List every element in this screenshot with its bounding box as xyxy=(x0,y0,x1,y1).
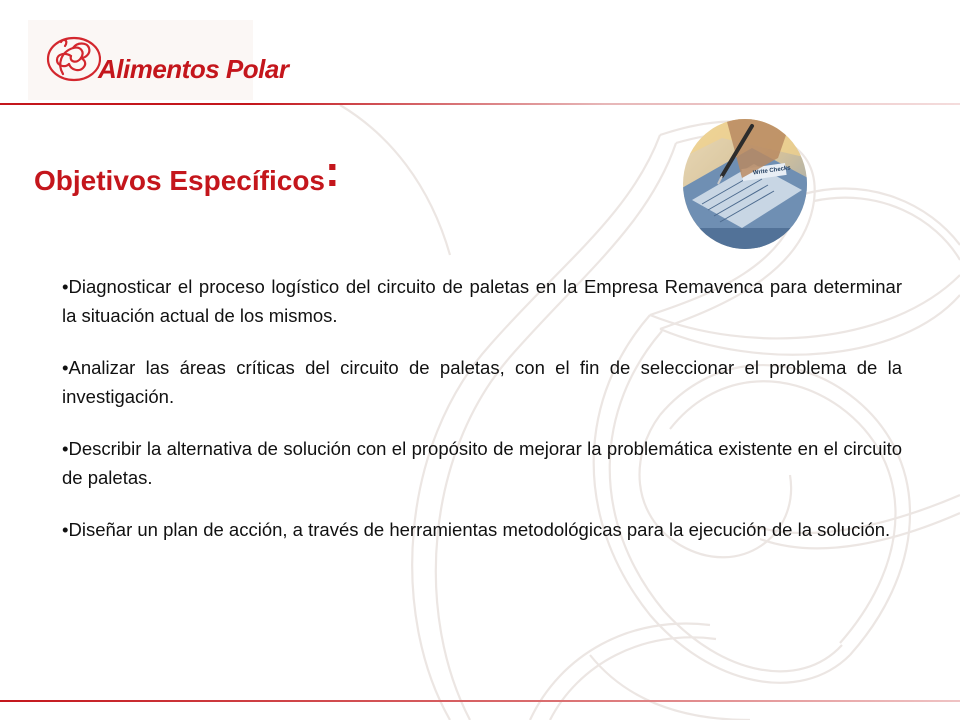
objective-item: •Analizar las áreas críticas del circuito de paletas, con el fin de seleccionar el problema de la investigación. xyxy=(62,357,902,407)
brand-name: Alimentos Polar xyxy=(98,54,289,84)
page-title-text: Objetivos Específicos xyxy=(34,165,325,196)
objective-item: •Diagnosticar el proceso logístico del circuito de paletas en la Empresa Remavenca para determinar la situación actual de los mismos. xyxy=(62,276,902,326)
page-title xyxy=(34,147,340,197)
objective-item: •Describir la alternativa de solución con el propósito de mejorar la problemática existente en el circuito de paletas. xyxy=(62,438,902,488)
logo xyxy=(28,20,289,100)
header-divider-fade xyxy=(250,103,960,105)
objectives-list xyxy=(62,272,902,567)
objective-item: •Diseñar un plan de acción, a través de herramientas metodológicas para la ejecución de la solución. xyxy=(62,519,891,540)
decorative-photo xyxy=(682,118,808,250)
footer-divider xyxy=(0,700,960,702)
page-title-colon: : xyxy=(325,147,340,196)
polar-flower-logo-icon xyxy=(43,34,101,84)
photo-caption: Write Checks xyxy=(752,165,792,177)
